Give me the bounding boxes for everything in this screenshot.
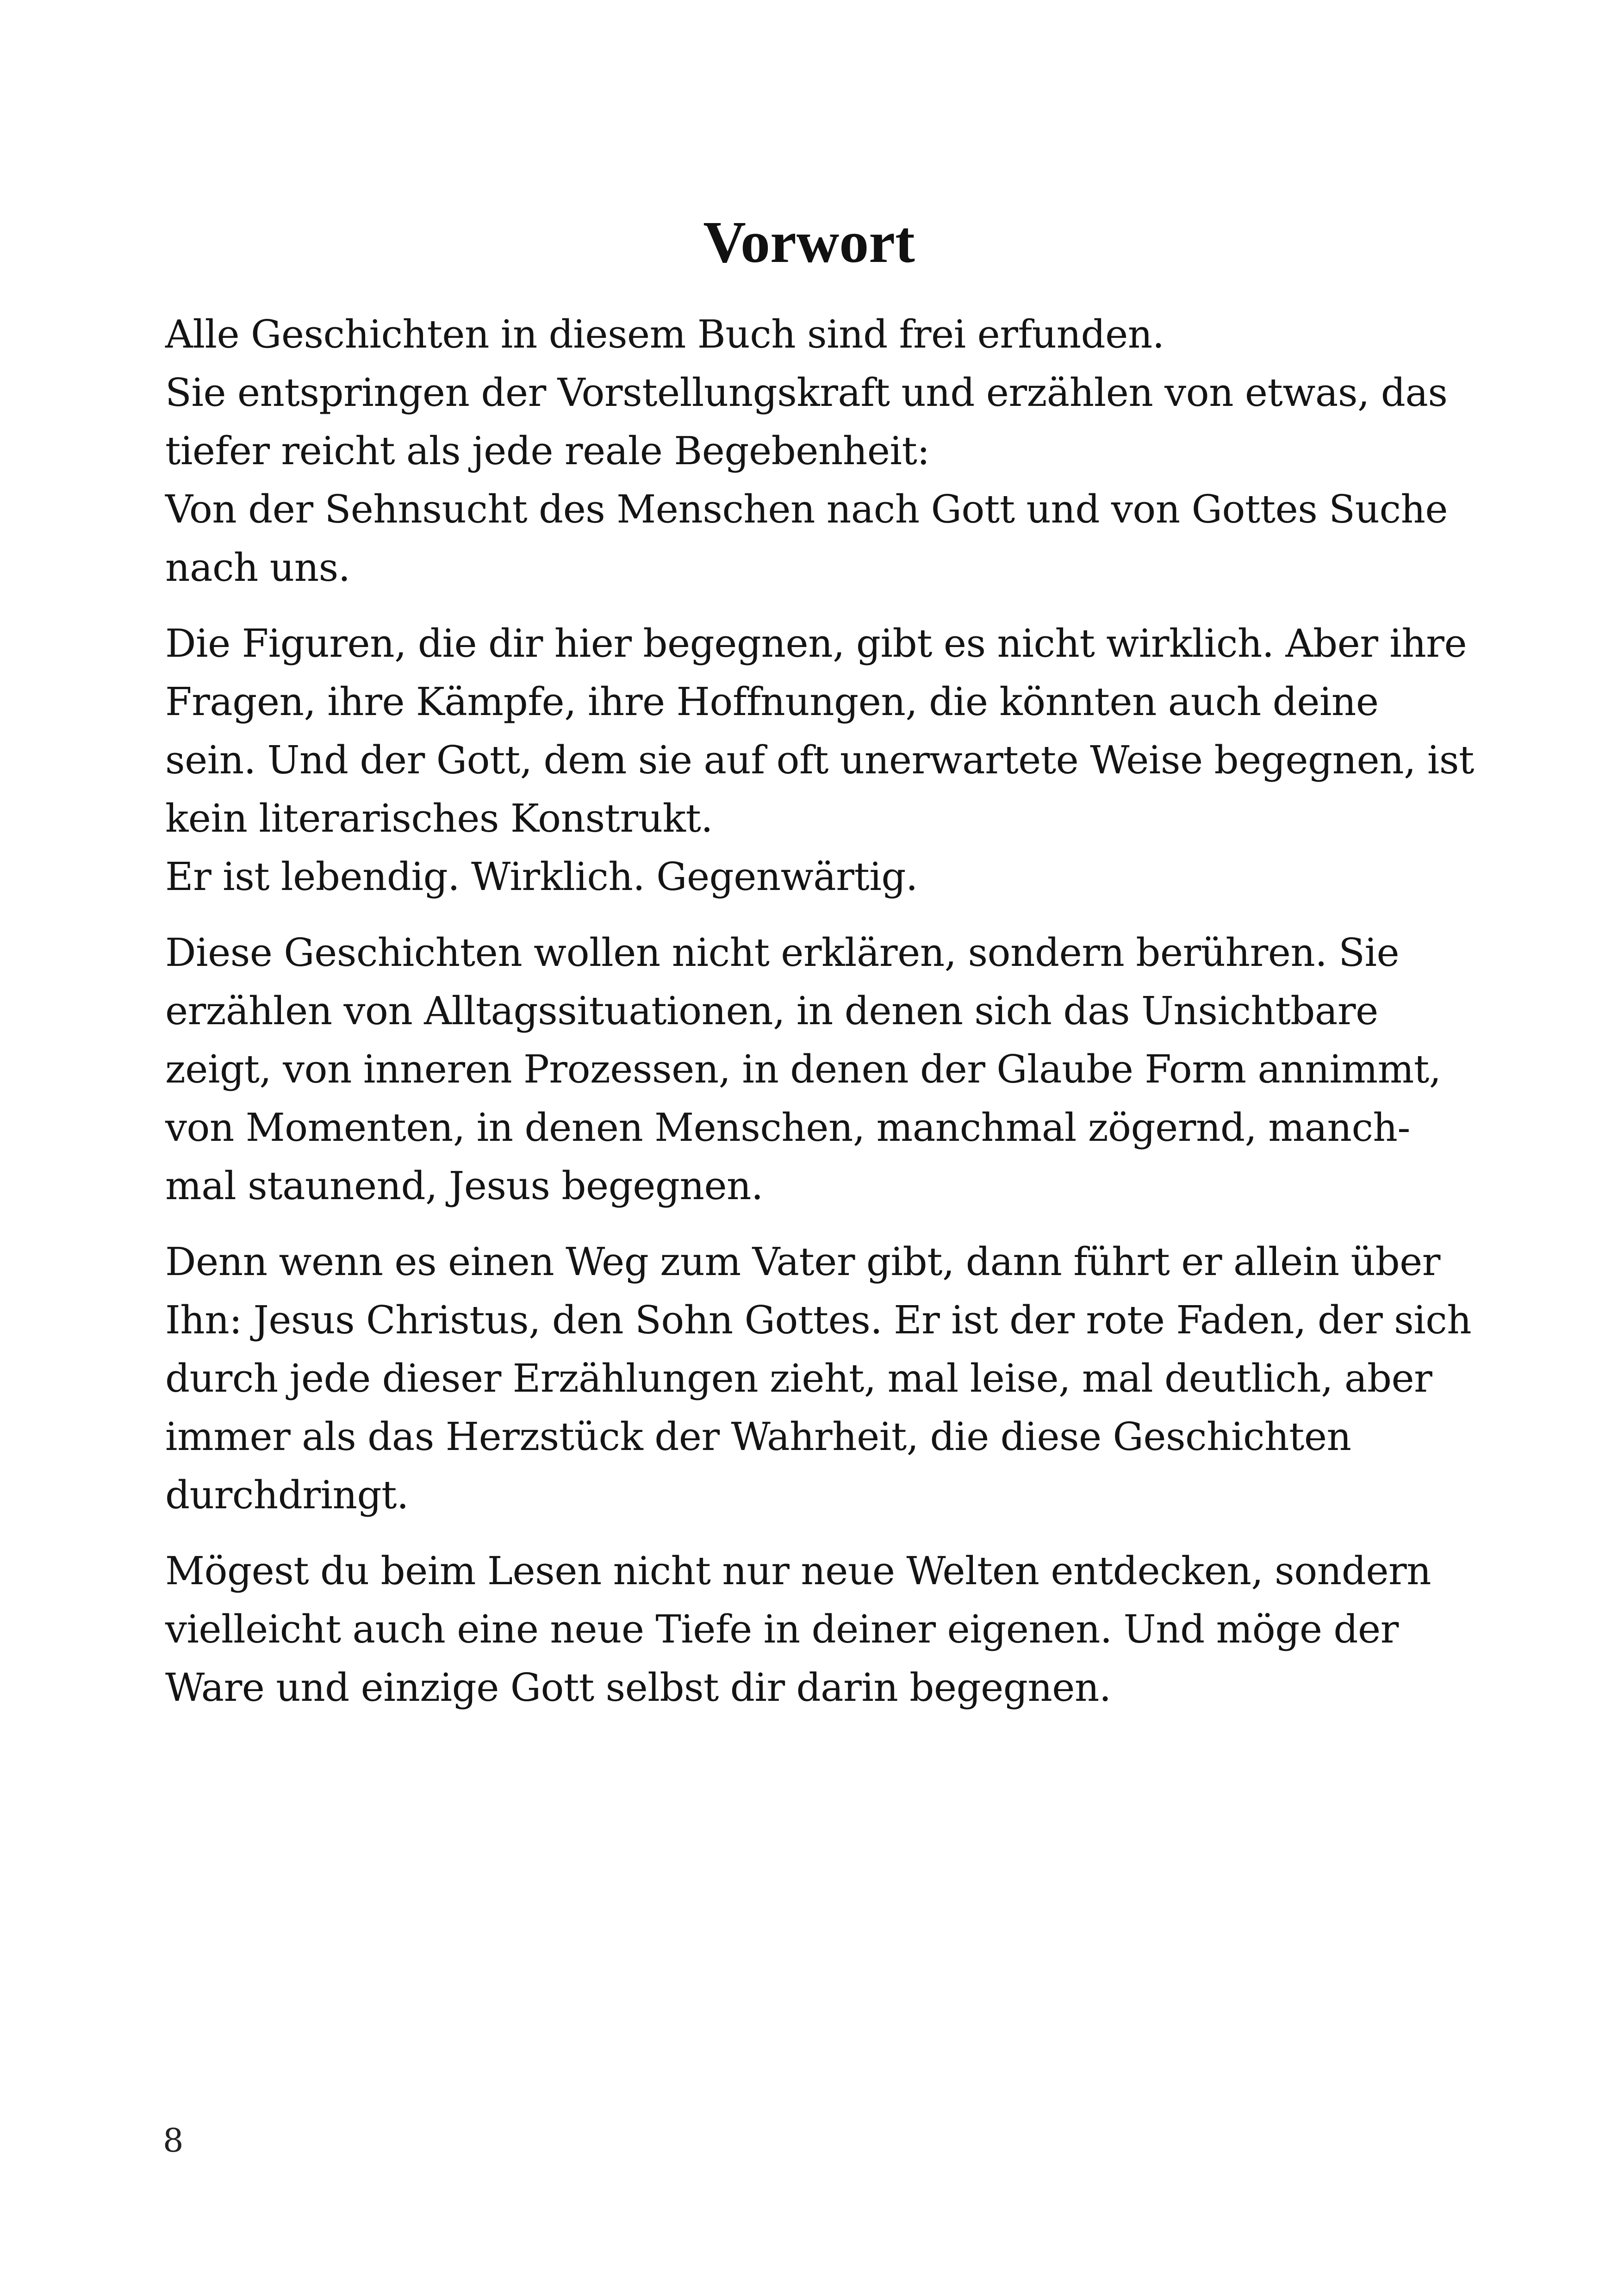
text-line: Von der Sehnsucht des Menschen nach Gott und von Gottes Suche [165,487,1448,532]
text-line: Mögest du beim Lesen nicht nur neue Welten entdecken, sondern [165,1549,1431,1593]
text-line: erzählen von Alltagssituationen, in denen sich das Unsichtbare [165,989,1378,1033]
text-line: vielleicht auch eine neue Tiefe in deiner eigenen. Und möge der [165,1607,1399,1652]
body-text [165,305,1474,1735]
text-line: Denn wenn es einen Weg zum Vater gibt, dann führt er allein über [165,1239,1440,1284]
text-line: tiefer reicht als jede reale Begebenheit: [165,429,930,473]
text-line: Ihn: Jesus Christus, den Sohn Gottes. Er ist der rote Faden, der sich [165,1298,1472,1343]
paragraph-1 [165,305,1452,597]
text-line: sein. Und der Gott, dem sie auf oft unerwartete Weise begegnen, ist [165,738,1474,783]
text-line: Er ist lebendig. Wirklich. Gegenwärtig. [165,854,918,899]
text-line: nach uns. [165,545,350,590]
text-line: durch jede dieser Erzählungen zieht, mal leise, mal deutlich, aber [165,1356,1432,1401]
text-line: Alle Geschichten in diesem Buch sind frei erfunden. [165,312,1164,357]
paragraph-3 [165,924,1452,1215]
page-title: Vorwort [703,209,915,275]
text-line: immer als das Herzstück der Wahrheit, die diese Geschichten [165,1414,1351,1459]
text-line: Fragen, ihre Kämpfe, ihre Hoffnungen, die könnten auch deine [165,679,1379,724]
paragraph-5 [165,1542,1452,1717]
paragraph-4 [165,1233,1472,1524]
text-line: Sie entspringen der Vorstellungskraft und erzählen von etwas, das [165,370,1448,415]
text-line: von Momenten, in denen Menschen, manchmal zögernd, manch- [165,1105,1410,1150]
text-line: mal staunend, Jesus begegnen. [165,1164,763,1208]
text-line: kein literarisches Konstrukt. [165,796,713,841]
text-line: Die Figuren, die dir hier begegnen, gibt es nicht wirklich. Aber ihre [165,621,1467,666]
paragraph-2 [165,615,1474,906]
text-line: Ware und einzige Gott selbst dir darin begegnen. [165,1665,1111,1710]
text-line: zeigt, von inneren Prozessen, in denen der Glaube Form annimmt, [165,1047,1441,1092]
text-line: Diese Geschichten wollen nicht erklären, sondern berühren. Sie [165,930,1400,975]
page-number: 8 [163,2122,184,2159]
text-line: durchdringt. [165,1473,409,1518]
